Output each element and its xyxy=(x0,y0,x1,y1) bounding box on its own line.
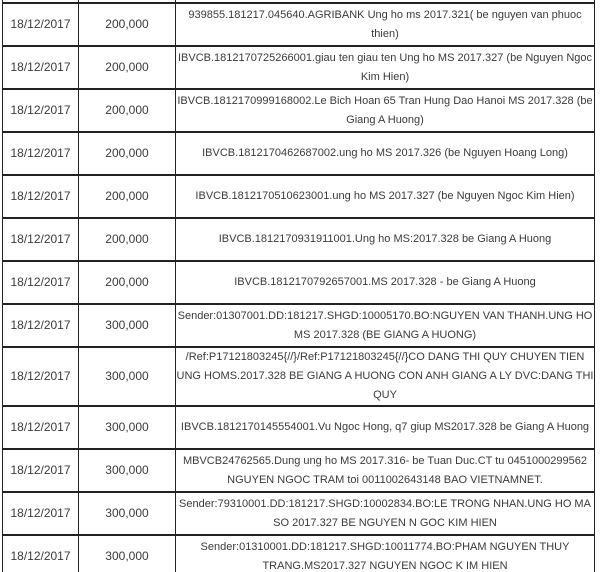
date-cell: 18/12/2017 xyxy=(3,218,79,261)
amount-cell: 200,000 xyxy=(79,132,176,175)
description-cell: IBVCB.1812170931911001.Ung ho MS:2017.328 be Giang A Huong xyxy=(176,218,595,261)
transaction-table xyxy=(2,0,595,572)
date-cell: 18/12/2017 xyxy=(3,535,79,572)
transaction-row xyxy=(3,347,595,406)
date-cell: 18/12/2017 xyxy=(3,89,79,132)
transaction-row xyxy=(3,535,595,572)
date-cell: 18/12/2017 xyxy=(3,132,79,175)
date-cell: 18/12/2017 xyxy=(3,261,79,304)
description-cell: Sender:79310001.DD:181217.SHGD:10002834.BO:LE TRONG NHAN.UNG HO MA SO 2017.327 BE NGUYEN N GOC KIM HIEN xyxy=(176,492,595,535)
transaction-row xyxy=(3,3,595,46)
description-cell: IBVCB.1812170792657001.MS 2017.328 - be Giang A Huong xyxy=(176,261,595,304)
transaction-row xyxy=(3,89,595,132)
transaction-row xyxy=(3,46,595,89)
description-cell: IBVCB.1812170510623001.ung ho MS 2017.327 (be Nguyen Ngoc Kim Hien) xyxy=(176,175,595,218)
amount-cell: 200,000 xyxy=(79,46,176,89)
description-cell: /Ref:P17121803245{//}/Ref:P17121803245{//}CO DANG THI QUY CHUYEN TIEN UNG HOMS.2017.328 BE GIANG A HUONG CON ANH GIANG A LY DVC:DANG THI QUY xyxy=(176,347,595,406)
amount-cell: 300,000 xyxy=(79,492,176,535)
description-cell: MBVCB24762565.Dung ung ho MS 2017.316- be Tuan Duc.CT tu 0451000299562 NGUYEN NGOC TRAM toi 0011002643148 BAO VIETNAMNET. xyxy=(176,449,595,492)
transaction-row xyxy=(3,492,595,535)
description-cell: IBVCB.1812170725266001.giau ten giau ten Ung ho MS 2017.327 (be Nguyen Ngoc Kim Hien) xyxy=(176,46,595,89)
date-cell: 18/12/2017 xyxy=(3,46,79,89)
transaction-row xyxy=(3,261,595,304)
transaction-row xyxy=(3,218,595,261)
amount-cell: 200,000 xyxy=(79,175,176,218)
date-cell: 18/12/2017 xyxy=(3,347,79,406)
transaction-row xyxy=(3,132,595,175)
amount-cell: 300,000 xyxy=(79,535,176,572)
date-cell: 18/12/2017 xyxy=(3,406,79,449)
description-cell: IBVCB.1812170145554001.Vu Ngoc Hong, q7 giup MS2017.328 be Giang A Huong xyxy=(176,406,595,449)
description-cell: Sender:01307001.DD:181217.SHGD:10005170.BO:NGUYEN VAN THANH.UNG HO MS 2017.328 (BE GIANG A HUONG) xyxy=(176,304,595,347)
amount-cell: 300,000 xyxy=(79,347,176,406)
amount-cell: 300,000 xyxy=(79,406,176,449)
description-cell: IBVCB.1812170999168002.Le Bich Hoan 65 Tran Hung Dao Hanoi MS 2017.328 (be Giang A Huong) xyxy=(176,89,595,132)
description-cell: IBVCB.1812170462687002.ung ho MS 2017.326 (be Nguyen Hoang Long) xyxy=(176,132,595,175)
amount-cell: 200,000 xyxy=(79,261,176,304)
amount-cell: 200,000 xyxy=(79,218,176,261)
transaction-row xyxy=(3,449,595,492)
amount-cell: 200,000 xyxy=(79,3,176,46)
transaction-row xyxy=(3,406,595,449)
date-cell: 18/12/2017 xyxy=(3,304,79,347)
amount-cell: 300,000 xyxy=(79,304,176,347)
date-cell: 18/12/2017 xyxy=(3,3,79,46)
transaction-row xyxy=(3,175,595,218)
transaction-table-body xyxy=(3,0,595,572)
transaction-row xyxy=(3,304,595,347)
description-cell: Sender:01310001.DD:181217.SHGD:10011774.BO:PHAM NGUYEN THUY TRANG.MS2017.327 NGUYEN NGOC K IM HIEN xyxy=(176,535,595,572)
date-cell: 18/12/2017 xyxy=(3,492,79,535)
amount-cell: 300,000 xyxy=(79,449,176,492)
date-cell: 18/12/2017 xyxy=(3,175,79,218)
amount-cell: 200,000 xyxy=(79,89,176,132)
date-cell: 18/12/2017 xyxy=(3,449,79,492)
description-cell: 939855.181217.045640.AGRIBANK Ung ho ms 2017.321( be nguyen van phuoc thien) xyxy=(176,3,595,46)
